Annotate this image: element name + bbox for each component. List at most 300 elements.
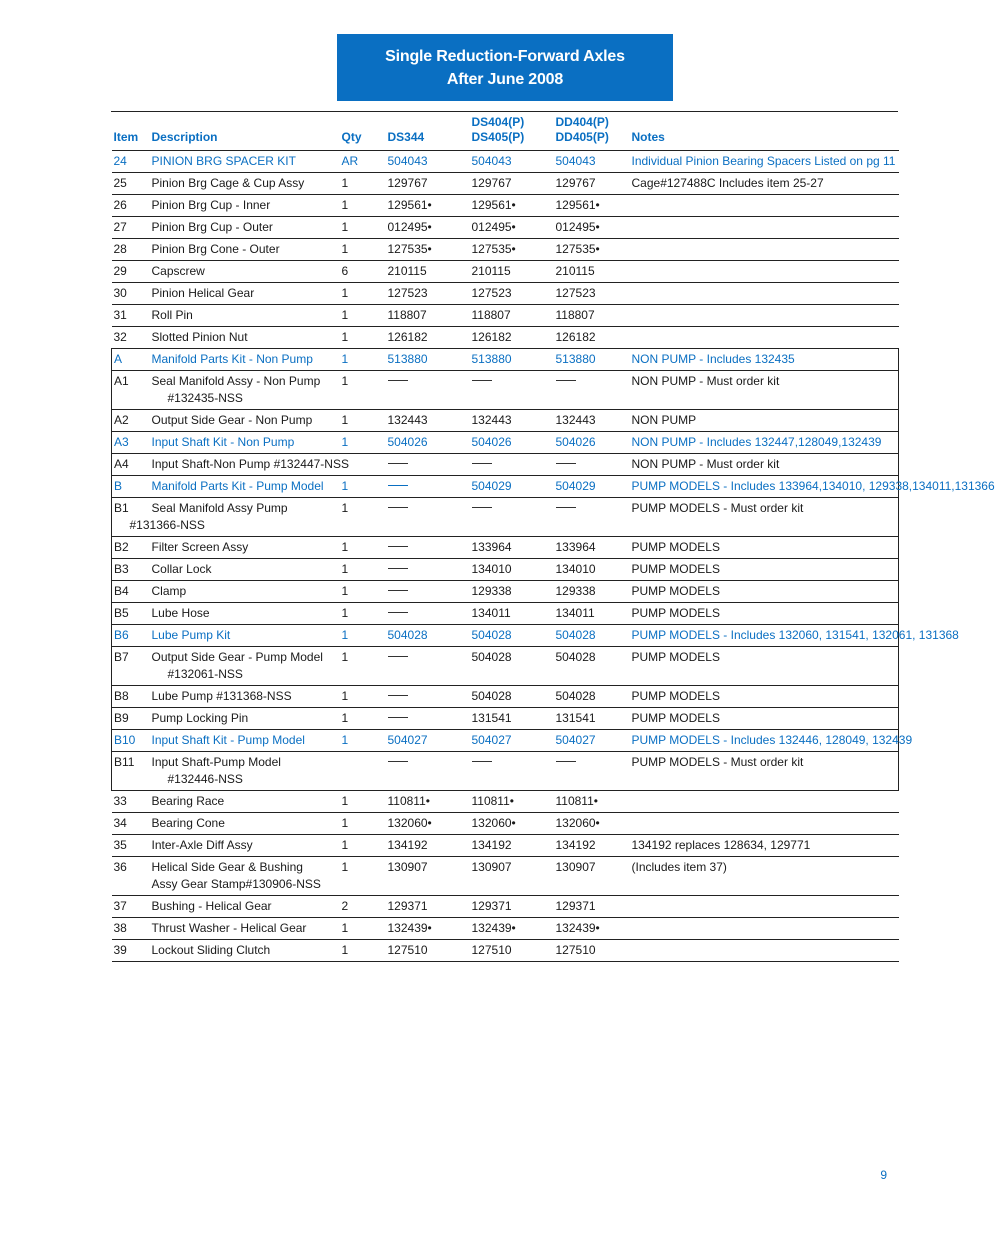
cell-qty: 2 (340, 896, 386, 918)
cell-ds344: 012495• (386, 217, 470, 239)
page-number: 9 (880, 1168, 887, 1182)
not-applicable-dash (388, 761, 408, 762)
description-text: Slotted Pinion Nut (151, 330, 248, 344)
cell-description (150, 730, 340, 752)
cell-dd404: 134010 (554, 559, 630, 581)
table-row (112, 239, 899, 261)
cell-ds344 (386, 498, 470, 537)
cell-ds404: 129338 (470, 581, 554, 603)
cell-item: 37 (112, 896, 150, 918)
parts-table (111, 112, 995, 962)
cell-notes: Cage#127488C Includes item 25-27 (630, 173, 899, 195)
page-title-line2: After June 2008 (446, 70, 564, 88)
cell-dd404: 132060• (554, 813, 630, 835)
cell-description (150, 261, 340, 283)
col-notes-header: Notes (630, 112, 899, 151)
cell-item: 28 (112, 239, 150, 261)
cell-ds344: 513880 (386, 349, 470, 371)
cell-description (150, 752, 340, 791)
cell-ds404: 130907 (470, 857, 554, 896)
cell-notes (630, 283, 899, 305)
cell-item: A4 (112, 454, 150, 476)
cell-item: 27 (112, 217, 150, 239)
cell-ds344: 504028 (386, 625, 470, 647)
not-applicable-dash (472, 380, 492, 381)
cell-notes: PUMP MODELS (630, 686, 899, 708)
cell-item: 39 (112, 940, 150, 962)
description-text: Pinion Brg Cone - Outer (151, 242, 280, 256)
cell-item: B8 (112, 686, 150, 708)
cell-ds344 (386, 476, 470, 498)
cell-ds404: 131541 (470, 708, 554, 730)
cell-item: 36 (112, 857, 150, 896)
cell-ds404: 504027 (470, 730, 554, 752)
cell-item: 35 (112, 835, 150, 857)
description-text-line2: #132435-NSS (167, 391, 243, 405)
not-applicable-dash (388, 546, 408, 547)
cell-ds344: 129561• (386, 195, 470, 217)
cell-qty: 1 (340, 173, 386, 195)
table-row (112, 454, 899, 476)
col-ds404-line2: DS405(P) (471, 130, 525, 144)
cell-item: B9 (112, 708, 150, 730)
cell-description (150, 410, 340, 432)
cell-item: B11 (112, 752, 150, 791)
cell-ds404: 126182 (470, 327, 554, 349)
cell-notes: PUMP MODELS - Includes 132446, 128049, 132439 (630, 730, 899, 752)
cell-dd404: 210115 (554, 261, 630, 283)
table-row (112, 537, 899, 559)
table-row (112, 173, 899, 195)
cell-dd404: 504028 (554, 625, 630, 647)
cell-qty: 1 (340, 239, 386, 261)
cell-dd404: 504026 (554, 432, 630, 454)
description-text: Seal Manifold Assy Pump (151, 501, 288, 515)
cell-dd404: 134011 (554, 603, 630, 625)
cell-description (150, 476, 340, 498)
cell-description (150, 708, 340, 730)
cell-item: A2 (112, 410, 150, 432)
cell-notes (630, 239, 899, 261)
cell-ds344 (386, 371, 470, 410)
cell-qty: 6 (340, 261, 386, 283)
cell-notes (630, 940, 899, 962)
table-row (112, 896, 899, 918)
cell-ds344: 132060• (386, 813, 470, 835)
cell-item: B5 (112, 603, 150, 625)
table-row (112, 857, 899, 896)
cell-qty: 1 (340, 327, 386, 349)
col-item-header: Item (112, 112, 150, 151)
cell-description (150, 857, 340, 896)
cell-ds344: 134192 (386, 835, 470, 857)
table-row (112, 432, 899, 454)
cell-notes (630, 918, 899, 940)
parts-table-body (112, 151, 995, 962)
description-text: Pinion Brg Cup - Inner (151, 198, 271, 212)
cell-ds344: 127523 (386, 283, 470, 305)
table-row (112, 217, 899, 239)
cell-item: 30 (112, 283, 150, 305)
table-header-row (112, 112, 899, 151)
description-text: Manifold Parts Kit - Non Pump (151, 352, 313, 366)
cell-qty: 1 (340, 708, 386, 730)
cell-qty: AR (340, 151, 386, 173)
cell-description (150, 625, 340, 647)
table-row (112, 813, 899, 835)
not-applicable-dash (556, 761, 576, 762)
cell-ds344 (386, 559, 470, 581)
cell-qty: 1 (340, 647, 386, 686)
cell-description (150, 791, 340, 813)
table-row (112, 349, 899, 371)
cell-dd404: 134192 (554, 835, 630, 857)
description-text: Filter Screen Assy (151, 540, 249, 554)
cell-qty: 1 (340, 918, 386, 940)
cell-ds404: 133964 (470, 537, 554, 559)
cell-item: B2 (112, 537, 150, 559)
not-applicable-dash (556, 380, 576, 381)
cell-dd404: 132439• (554, 918, 630, 940)
description-text: Roll Pin (151, 308, 193, 322)
cell-notes: NON PUMP (630, 410, 899, 432)
description-text: Clamp (151, 584, 187, 598)
cell-ds404: 132439• (470, 918, 554, 940)
description-text: Lube Pump Kit (151, 628, 231, 642)
cell-dd404: 129767 (554, 173, 630, 195)
cell-qty: 1 (340, 559, 386, 581)
cell-ds404: 132443 (470, 410, 554, 432)
description-text-line2: #131366-NSS (129, 518, 205, 532)
cell-qty: 1 (340, 498, 386, 537)
cell-ds344 (386, 686, 470, 708)
col-description-header: Description (150, 112, 340, 151)
cell-dd404: 012495• (554, 217, 630, 239)
cell-qty: 1 (340, 476, 386, 498)
cell-description (150, 918, 340, 940)
description-text: Bearing Race (151, 794, 225, 808)
table-row (112, 730, 899, 752)
cell-description (150, 603, 340, 625)
cell-ds404: 504029 (470, 476, 554, 498)
cell-description (150, 686, 340, 708)
cell-dd404: 504027 (554, 730, 630, 752)
cell-description (150, 195, 340, 217)
cell-qty (340, 752, 386, 791)
cell-ds404: 513880 (470, 349, 554, 371)
cell-item: B1 (112, 498, 150, 537)
cell-item: 25 (112, 173, 150, 195)
description-text: Input Shaft-Pump Model (151, 755, 281, 769)
cell-notes: Individual Pinion Bearing Spacers Listed on pg 11 (630, 151, 899, 173)
table-row (112, 195, 899, 217)
cell-ds344 (386, 708, 470, 730)
cell-ds404: 504028 (470, 625, 554, 647)
cell-item: 31 (112, 305, 150, 327)
description-text: Lockout Sliding Clutch (151, 943, 271, 957)
cell-ds344: 132439• (386, 918, 470, 940)
cell-item: B7 (112, 647, 150, 686)
page-title-line1: Single Reduction-Forward Axles (385, 47, 625, 65)
cell-notes: NON PUMP - Includes 132447,128049,132439 (630, 432, 899, 454)
cell-item: 26 (112, 195, 150, 217)
cell-notes: PUMP MODELS - Includes 133964,134010, 129338,134011,131366 (630, 476, 899, 498)
cell-ds344: 130907 (386, 857, 470, 896)
cell-notes (630, 327, 899, 349)
description-text: Thrust Washer - Helical Gear (151, 921, 307, 935)
not-applicable-dash (388, 507, 408, 508)
description-text: Pinion Brg Cage & Cup Assy (151, 176, 305, 190)
cell-notes: PUMP MODELS (630, 537, 899, 559)
cell-item: A3 (112, 432, 150, 454)
cell-dd404: 129371 (554, 896, 630, 918)
cell-ds344: 129767 (386, 173, 470, 195)
table-row (112, 708, 899, 730)
cell-notes: (Includes item 37) (630, 857, 899, 896)
col-dd404-line1: DD404(P) (555, 115, 609, 129)
cell-dd404: 133964 (554, 537, 630, 559)
description-text-line2: #132061-NSS (167, 667, 243, 681)
cell-dd404: 132443 (554, 410, 630, 432)
cell-ds404: 134011 (470, 603, 554, 625)
not-applicable-dash (472, 761, 492, 762)
cell-item: 32 (112, 327, 150, 349)
cell-notes: PUMP MODELS - Must order kit (630, 752, 899, 791)
table-row (112, 476, 899, 498)
cell-ds404: 210115 (470, 261, 554, 283)
cell-dd404 (554, 454, 630, 476)
cell-ds404: 134010 (470, 559, 554, 581)
not-applicable-dash (388, 717, 408, 718)
cell-item: 34 (112, 813, 150, 835)
cell-notes (630, 896, 899, 918)
cell-description (150, 349, 340, 371)
cell-qty: 1 (340, 791, 386, 813)
table-row (112, 151, 899, 173)
description-text: Lube Pump #131368-NSS (151, 689, 292, 703)
cell-dd404: 110811• (554, 791, 630, 813)
cell-qty: 1 (340, 371, 386, 410)
cell-dd404: 129561• (554, 195, 630, 217)
cell-description (129, 498, 340, 537)
cell-ds344 (386, 752, 470, 791)
col-ds404-line1: DS404(P) (471, 115, 525, 129)
not-applicable-dash (388, 485, 408, 486)
description-text: Pump Locking Pin (151, 711, 249, 725)
col-ds404-header (470, 112, 554, 151)
cell-qty: 1 (340, 686, 386, 708)
cell-notes: PUMP MODELS - Includes 132060, 131541, 132061, 131368 (630, 625, 899, 647)
cell-description (150, 537, 340, 559)
cell-notes (630, 305, 899, 327)
col-dd404-header (554, 112, 630, 151)
cell-description (150, 327, 340, 349)
cell-notes (630, 261, 899, 283)
cell-qty: 1 (340, 349, 386, 371)
not-applicable-dash (388, 612, 408, 613)
cell-qty: 1 (340, 283, 386, 305)
cell-description (150, 239, 340, 261)
cell-item: B (112, 476, 150, 498)
cell-dd404: 127510 (554, 940, 630, 962)
cell-notes: NON PUMP - Includes 132435 (630, 349, 899, 371)
cell-dd404: 118807 (554, 305, 630, 327)
description-text-line2: #132446-NSS (167, 772, 243, 786)
cell-qty: 1 (340, 940, 386, 962)
col-qty-header: Qty (340, 112, 386, 151)
page-title-box (337, 34, 673, 101)
cell-notes (630, 791, 899, 813)
cell-item: B6 (112, 625, 150, 647)
cell-description (150, 173, 340, 195)
cell-notes: PUMP MODELS - Must order kit (630, 498, 899, 537)
cell-dd404: 129338 (554, 581, 630, 603)
cell-notes (630, 813, 899, 835)
cell-qty: 1 (340, 813, 386, 835)
cell-ds344: 118807 (386, 305, 470, 327)
not-applicable-dash (388, 695, 408, 696)
cell-ds404: 127523 (470, 283, 554, 305)
table-row (112, 371, 899, 410)
description-text: Input Shaft-Non Pump #132447-NSS (151, 457, 349, 471)
cell-ds344 (386, 454, 470, 476)
cell-qty: 1 (340, 217, 386, 239)
description-text: Bushing - Helical Gear (151, 899, 272, 913)
cell-ds404: 504026 (470, 432, 554, 454)
not-applicable-dash (556, 463, 576, 464)
not-applicable-dash (388, 590, 408, 591)
cell-dd404: 513880 (554, 349, 630, 371)
table-row (112, 791, 899, 813)
cell-ds404: 012495• (470, 217, 554, 239)
table-row (112, 498, 899, 537)
table-row (112, 647, 899, 686)
not-applicable-dash (472, 463, 492, 464)
cell-ds344: 210115 (386, 261, 470, 283)
cell-item: 33 (112, 791, 150, 813)
cell-description (150, 813, 340, 835)
cell-ds344: 504043 (386, 151, 470, 173)
table-row (112, 327, 899, 349)
cell-dd404: 504043 (554, 151, 630, 173)
table-row (112, 283, 899, 305)
cell-qty: 1 (340, 305, 386, 327)
cell-notes: PUMP MODELS (630, 647, 899, 686)
cell-item: 38 (112, 918, 150, 940)
cell-notes: NON PUMP - Must order kit (630, 454, 899, 476)
cell-qty: 1 (340, 857, 386, 896)
cell-ds404: 504028 (470, 647, 554, 686)
cell-notes: PUMP MODELS (630, 708, 899, 730)
cell-qty: 1 (340, 730, 386, 752)
cell-ds404: 110811• (470, 791, 554, 813)
table-row (112, 410, 899, 432)
cell-description (150, 283, 340, 305)
cell-description (150, 432, 340, 454)
not-applicable-dash (388, 568, 408, 569)
cell-description (150, 940, 340, 962)
cell-ds404: 134192 (470, 835, 554, 857)
table-row (112, 603, 899, 625)
description-text: Pinion Helical Gear (151, 286, 255, 300)
cell-description (150, 454, 349, 476)
cell-dd404: 126182 (554, 327, 630, 349)
cell-item: B3 (112, 559, 150, 581)
cell-qty: 1 (340, 195, 386, 217)
col-ds344-header: DS344 (386, 112, 470, 151)
cell-description (150, 305, 340, 327)
not-applicable-dash (388, 380, 408, 381)
cell-ds404 (470, 498, 554, 537)
cell-description (150, 581, 340, 603)
description-text: PINION BRG SPACER KIT (151, 154, 296, 168)
description-text: Capscrew (151, 264, 205, 278)
cell-ds344 (386, 581, 470, 603)
cell-description (150, 151, 340, 173)
table-row (112, 305, 899, 327)
cell-qty: 1 (340, 410, 386, 432)
cell-ds344: 127535• (386, 239, 470, 261)
cell-ds404 (470, 454, 554, 476)
cell-item: B10 (112, 730, 150, 752)
cell-description (150, 896, 340, 918)
cell-description (150, 217, 340, 239)
cell-dd404: 504028 (554, 686, 630, 708)
not-applicable-dash (472, 507, 492, 508)
cell-ds404: 129767 (470, 173, 554, 195)
cell-notes: NON PUMP - Must order kit (630, 371, 899, 410)
cell-qty: 1 (340, 835, 386, 857)
col-dd404-line2: DD405(P) (555, 130, 609, 144)
description-text-line2: Assy Gear Stamp#130906-NSS (151, 877, 321, 891)
cell-dd404 (554, 752, 630, 791)
cell-ds404: 132060• (470, 813, 554, 835)
cell-dd404 (554, 498, 630, 537)
cell-notes: PUMP MODELS (630, 603, 899, 625)
cell-ds344: 126182 (386, 327, 470, 349)
description-text: Inter-Axle Diff Assy (151, 838, 253, 852)
cell-description (150, 647, 340, 686)
cell-ds344: 132443 (386, 410, 470, 432)
cell-ds404 (470, 371, 554, 410)
cell-qty: 1 (340, 581, 386, 603)
cell-notes: 134192 replaces 128634, 129771 (630, 835, 899, 857)
table-row (112, 918, 899, 940)
cell-notes (630, 217, 899, 239)
description-text: Output Side Gear - Non Pump (151, 413, 313, 427)
cell-ds344: 127510 (386, 940, 470, 962)
cell-dd404: 127523 (554, 283, 630, 305)
cell-ds344 (386, 537, 470, 559)
cell-qty: 1 (340, 625, 386, 647)
table-row (112, 835, 899, 857)
description-text: Bearing Cone (151, 816, 225, 830)
cell-ds344 (386, 647, 470, 686)
description-text: Input Shaft Kit - Non Pump (151, 435, 295, 449)
cell-item: 29 (112, 261, 150, 283)
cell-ds344: 504027 (386, 730, 470, 752)
description-text: Helical Side Gear & Bushing (151, 860, 303, 874)
description-text: Input Shaft Kit - Pump Model (151, 733, 305, 747)
cell-ds404: 129371 (470, 896, 554, 918)
cell-ds404: 118807 (470, 305, 554, 327)
cell-qty: 1 (340, 537, 386, 559)
cell-qty: 1 (340, 603, 386, 625)
cell-dd404: 504029 (554, 476, 630, 498)
table-row (112, 581, 899, 603)
table-row (112, 559, 899, 581)
cell-ds404: 129561• (470, 195, 554, 217)
